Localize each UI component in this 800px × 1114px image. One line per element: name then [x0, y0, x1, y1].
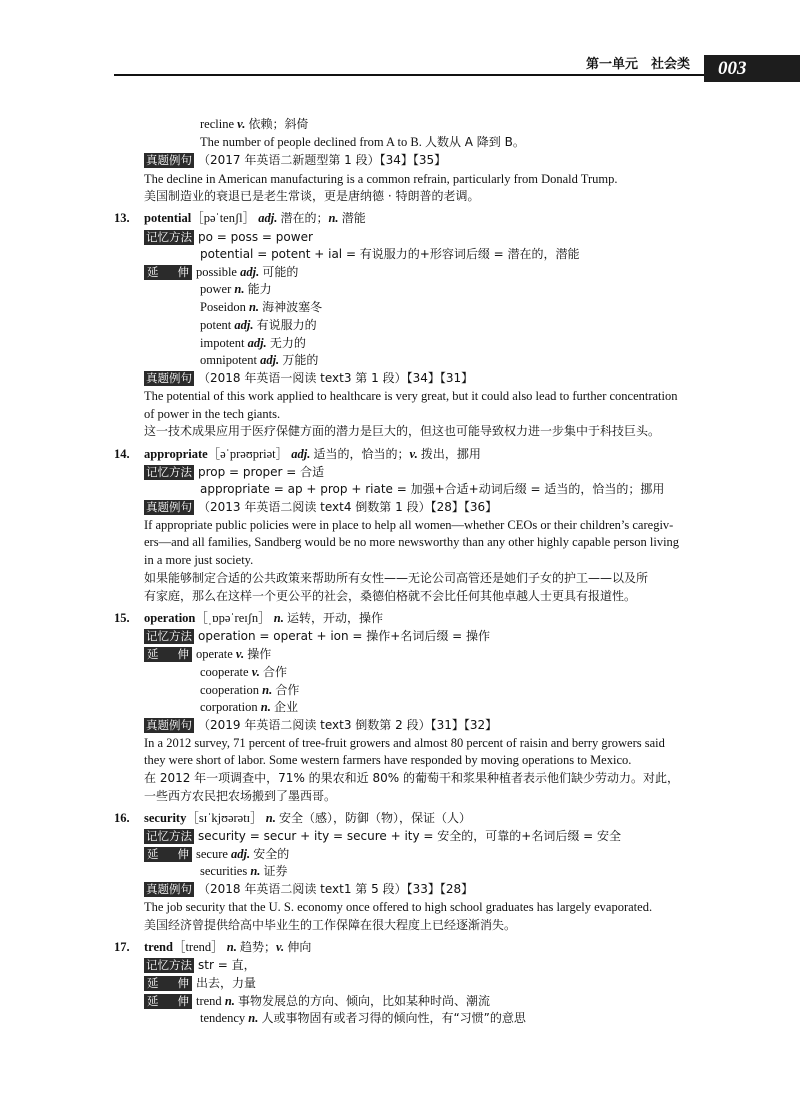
example-source: 真题例句 （2019 年英语二阅读 text3 倒数第 2 段）【31】【32】: [146, 717, 498, 732]
example-zh: 美国制造业的衰退已是老生常谈，更是唐纳德 · 特朗普的老调。: [144, 189, 480, 203]
ext-item: Poseidon n. 海神波塞冬: [200, 300, 323, 314]
ext-item: securities n. 证券: [200, 864, 288, 878]
example-tag: 真题例句: [146, 717, 192, 732]
example-en: they were short of labor. Some western farmers have responded by moving operations to Mexico.: [144, 753, 632, 767]
example-zh: 这一技术成果应用于医疗保健方面的潜力是巨大的，但这也可能导致权力进一步集中于科技巨头。: [144, 424, 661, 438]
ext-item: omnipotent adj. 万能的: [200, 353, 319, 367]
entry-headword: operation［ˌɒpəˈreɪʃn］ n. 运转，开动，操作: [144, 611, 383, 625]
example-zh: 在 2012 年一项调查中，71% 的果农和近 80% 的葡萄干和浆果种植者表示他们缺少劳动力。对此，: [144, 771, 679, 785]
memory-tag: 记忆方法: [146, 229, 192, 244]
ext-item: 延 伸 possible adj. 可能的: [144, 263, 298, 281]
example-source: 真题例句 （2018 年英语一阅读 text3 第 1 段）【34】【31】: [146, 370, 474, 385]
example-en: ers—and all families, Sandberg would be no more newsworthy than any other highly capable person living: [144, 535, 680, 549]
memory-line: potential = potent + ial = 有说服力的+形容词后缀 = 潜在的，潜能: [200, 247, 580, 261]
example-source: 真题例句 （2018 年英语二阅读 text1 第 5 段）【33】【28】: [146, 881, 474, 896]
ext-item: potent adj. 有说服力的: [200, 318, 317, 332]
example-en: of power in the tech giants.: [144, 407, 281, 421]
header-rule: [114, 74, 704, 76]
entry-number: 17.: [114, 940, 130, 954]
ext-item: power n. 能力: [200, 282, 272, 296]
unit-title: 第一单元 社会类: [586, 57, 691, 72]
example-en: In a 2012 survey, 71 percent of tree-fruit growers and almost 80 percent of raisin and berry growers said: [144, 736, 665, 750]
example-source: 真题例句 （2017 年英语二新题型第 1 段）【34】【35】: [146, 152, 447, 167]
entry-number: 13.: [114, 211, 130, 225]
memory-tag: 记忆方法: [146, 957, 192, 972]
memory-line: appropriate = ap + prop + riate = 加强+合适+动词后缀 = 适当的，恰当的；挪用: [200, 482, 665, 496]
example-en: If appropriate public policies were in place to help all women—whether CEOs or their children’s caregiv-: [144, 518, 674, 532]
extension-tag: 延 伸: [144, 994, 192, 1009]
extension-tag: 延 伸: [144, 976, 192, 991]
memory-line: 记忆方法 po = poss = power: [146, 229, 313, 244]
ext-item: 延 伸 trend n. 事物发展总的方向、倾向，比如某种时尚、潮流: [144, 992, 490, 1010]
ext-item: cooperation n. 合作: [200, 683, 300, 697]
ext-item: The number of people declined from A to B. 人数从 A 降到 B。: [200, 135, 525, 149]
extension-tag: 延 伸: [144, 647, 192, 662]
example-en: in a more just society.: [144, 553, 254, 567]
extension-tag: 延 伸: [144, 847, 192, 862]
ext-item: tendency n. 人或事物固有或者习得的倾向性，有“习惯”的意思: [200, 1011, 526, 1025]
ext-item: 延 伸 出去，力量: [144, 974, 256, 992]
entry-number: 15.: [114, 611, 130, 625]
memory-line: 记忆方法 security = secur + ity = secure + ity = 安全的，可靠的+名词后缀 = 安全: [146, 828, 622, 843]
memory-tag: 记忆方法: [146, 464, 192, 479]
example-tag: 真题例句: [146, 152, 192, 167]
example-en: The job security that the U. S. economy once offered to high school graduates has largely evaporated.: [144, 900, 653, 914]
memory-tag: 记忆方法: [146, 628, 192, 643]
extension-tag: 延 伸: [144, 265, 192, 280]
example-zh: 一些西方农民把农场搬到了墨西哥。: [144, 789, 337, 803]
entry-headword: potential［pəˈtenʃl］ adj. 潜在的；n. 潜能: [144, 211, 366, 225]
example-tag: 真题例句: [146, 499, 192, 514]
example-en: The potential of this work applied to healthcare is very great, but it could also lead to further concentration: [144, 389, 678, 403]
entry-headword: trend［trend］ n. 趋势；v. 伸向: [144, 940, 312, 954]
example-en: The decline in American manufacturing is a common refrain, particularly from Donald Trump.: [144, 172, 618, 186]
ext-item: 延 伸 secure adj. 安全的: [144, 845, 289, 863]
example-zh: 有家庭，那么在这样一个更公平的社会，桑德伯格就不会比任何其他卓越人士更具有报道性。: [144, 589, 637, 603]
entry-number: 14.: [114, 447, 130, 461]
ext-item: cooperate v. 合作: [200, 665, 288, 679]
example-zh: 美国经济曾提供给高中毕业生的工作保障在很大程度上已经逐渐消失。: [144, 918, 517, 932]
memory-tag: 记忆方法: [146, 828, 192, 843]
ext-item: impotent adj. 无力的: [200, 336, 306, 350]
example-source: 真题例句 （2013 年英语二阅读 text4 倒数第 1 段）【28】【36】: [146, 499, 498, 514]
entry-number: 16.: [114, 811, 130, 825]
entry-headword: security［sɪˈkjʊərətɪ］ n. 安全（感），防御（物），保证（人）: [144, 811, 471, 825]
ext-item: 延 伸 operate v. 操作: [144, 645, 271, 663]
memory-line: 记忆方法 operation = operat + ion = 操作+名词后缀 = 操作: [146, 628, 491, 643]
ext-item: corporation n. 企业: [200, 700, 298, 714]
page-number: 003: [704, 55, 800, 82]
memory-line: 记忆方法 prop = proper = 合适: [146, 464, 325, 479]
example-tag: 真题例句: [146, 881, 192, 896]
memory-line: 记忆方法 str = 直，: [146, 957, 256, 972]
example-tag: 真题例句: [146, 370, 192, 385]
ext-item: recline v. 依赖；斜倚: [200, 117, 309, 131]
entry-headword: appropriate［əˈprəʊpriət］ adj. 适当的，恰当的；v. 拨出，挪用: [144, 447, 481, 461]
example-zh: 如果能够制定合适的公共政策来帮助所有女性——无论公司高管还是她们子女的护工——以及所: [144, 571, 649, 585]
